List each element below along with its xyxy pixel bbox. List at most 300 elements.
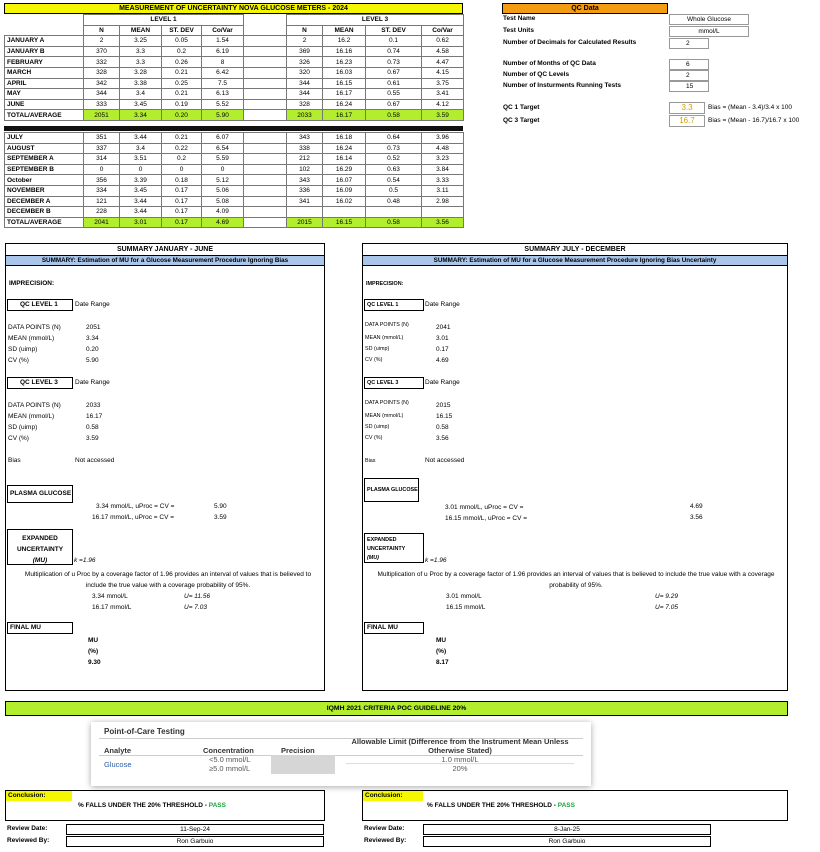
multiplication-text: Multiplication of u Proc by a coverage factor of 1.96 provides an interval of values that is believed to include the true value with a coverage probability of 95%. (24, 571, 312, 589)
test-units-label: Test Units (503, 27, 534, 34)
poc-criteria-card (91, 722, 591, 786)
level3-cell[interactable]: 3.33 (422, 175, 464, 186)
level1-cell[interactable]: 6.07 (202, 133, 244, 144)
bias-value: Not accessed (425, 457, 465, 464)
month-row (5, 133, 464, 144)
level1-cell[interactable]: 4.09 (202, 207, 244, 218)
level1-cell[interactable]: 2 (84, 36, 120, 47)
plasma-l1-value: 5.90 (214, 503, 227, 510)
level1-cell[interactable]: 332 (84, 57, 120, 68)
level3-cell[interactable]: 16.24 (323, 143, 366, 154)
level3-cell[interactable]: 16.17 (323, 89, 366, 100)
col-concentration: Concentration (203, 746, 254, 755)
level1-cell[interactable]: 334 (84, 185, 120, 196)
level3-cell[interactable]: 344 (287, 78, 323, 89)
row-label: SEPTEMBER B (5, 164, 84, 175)
level3-cell[interactable]: 3.84 (422, 164, 464, 175)
l1-mean-value: 3.34 (86, 335, 99, 342)
col-header: ST. DEV (162, 25, 202, 36)
row-label: SEPTEMBER A (5, 154, 84, 165)
level1-cell[interactable]: 5.12 (202, 175, 244, 186)
multiplication-text: Multiplication of u Proc by a coverage factor of 1.96 provides an interval of values that is believed to include the true value with a coverage probability of 95%. (377, 571, 775, 589)
level1-cell[interactable]: 0.26 (162, 57, 202, 68)
panel-subtitle: SUMMARY: Estimation of MU for a Glucose Measurement Procedure Ignoring Bias (6, 255, 324, 266)
level3-cell[interactable]: 16.03 (323, 67, 366, 78)
l3-mean-value: 16.17 (86, 413, 103, 420)
l1-dp-value: 2041 (436, 324, 451, 331)
review-date-field[interactable]: 8-Jan-25 (423, 824, 711, 835)
sd-label: SD (uimp) (365, 424, 390, 430)
level3-cell[interactable]: 326 (287, 57, 323, 68)
level3-cell[interactable]: 0.67 (366, 67, 422, 78)
level1-cell[interactable]: 5.06 (202, 185, 244, 196)
mu-pct: (%) (88, 648, 99, 655)
dp-label: DATA POINTS (N) (8, 402, 61, 409)
pass-badge: PASS (208, 802, 226, 809)
cv-label: CV (%) (8, 435, 29, 442)
level3-cell[interactable]: 0.64 (366, 133, 422, 144)
qc-level3-label: QC LEVEL 3 (364, 377, 424, 389)
level3-cell[interactable]: 0.63 (366, 164, 422, 175)
l1-sd-value: 0.20 (86, 346, 99, 353)
conclusion-text-main: % FALLS UNDER THE 20% THRESHOLD - (427, 802, 558, 809)
row-label: NOVEMBER (5, 185, 84, 196)
level3-cell[interactable]: 343 (287, 133, 323, 144)
level3-cell[interactable]: 0.48 (366, 196, 422, 207)
level3-cell[interactable]: 0.58 (366, 110, 422, 121)
level1-cell[interactable]: 3.45 (120, 99, 162, 110)
gap-cell (244, 46, 287, 57)
qc1-target-label: QC 1 Target (503, 104, 540, 111)
gap-cell (244, 143, 287, 154)
level1-cell[interactable]: 4.69 (202, 217, 244, 228)
month-row (5, 36, 464, 47)
level3-cell[interactable]: 344 (287, 89, 323, 100)
reviewed-by-label: Reviewed By: (364, 837, 407, 844)
u-l1-text: 3.01 mmol/L (446, 593, 482, 600)
row-label: MARCH (5, 67, 84, 78)
level1-cell[interactable]: 328 (84, 67, 120, 78)
allow-low: 1.0 mmol/L (441, 755, 479, 764)
level1-cell[interactable]: 0.2 (162, 154, 202, 165)
cv-label: CV (%) (365, 435, 383, 441)
level1-cell[interactable]: 0.19 (162, 99, 202, 110)
row-label: JUNE (5, 99, 84, 110)
level3-cell[interactable]: 16.2 (323, 36, 366, 47)
level3-cell[interactable]: 3.11 (422, 185, 464, 196)
row-label: JULY (5, 133, 84, 144)
final-mu-value: 8.17 (436, 659, 449, 666)
level1-cell[interactable]: 3.51 (120, 154, 162, 165)
level1-cell[interactable]: 0.21 (162, 67, 202, 78)
conclusion-text (78, 802, 226, 809)
level3-cell[interactable]: 0.67 (366, 99, 422, 110)
plasma-l3-value: 3.56 (690, 514, 703, 521)
gap-cell (244, 217, 287, 228)
cv-label: CV (%) (8, 357, 29, 364)
gap-cell (244, 154, 287, 165)
bias-label: Bias (365, 458, 376, 464)
level3-heading: LEVEL 3 (287, 15, 464, 26)
allow-divider (346, 763, 574, 764)
expanded-uncertainty-label (364, 533, 424, 563)
level3-cell[interactable]: 0.52 (366, 154, 422, 165)
month-row (5, 154, 464, 165)
mean-label: MEAN (mmol/L) (8, 413, 55, 420)
month-row (5, 99, 464, 110)
instruments-label: Number of Insturments Running Tests (503, 82, 621, 89)
level3-cell[interactable]: 3.41 (422, 89, 464, 100)
month-row (5, 89, 464, 100)
qc-level3-label: QC LEVEL 3 (7, 377, 73, 389)
level1-cell[interactable]: 1.54 (202, 36, 244, 47)
row-label: MAY (5, 89, 84, 100)
level3-cell[interactable]: 369 (287, 46, 323, 57)
level1-cell[interactable]: 3.3 (120, 57, 162, 68)
qc3-bias-formula: Bias = (Mean - 16.7)/16.7 x 100 (708, 117, 800, 124)
level1-cell[interactable]: 0 (120, 164, 162, 175)
level3-cell[interactable]: 3.75 (422, 78, 464, 89)
level3-cell[interactable]: 4.47 (422, 57, 464, 68)
month-row (5, 207, 464, 218)
test-units-field[interactable]: mmol/L (669, 26, 749, 37)
row-label: FEBRUARY (5, 57, 84, 68)
level3-cell[interactable]: 4.12 (422, 99, 464, 110)
level1-cell[interactable]: 3.39 (120, 175, 162, 186)
plasma-l3-text: 16.15 mmol/L, uProc = CV = (445, 515, 528, 522)
gap-cell (244, 207, 287, 218)
level1-cell[interactable]: 2041 (84, 217, 120, 228)
level3-cell[interactable]: 3.96 (422, 133, 464, 144)
level1-cell[interactable]: 5.08 (202, 196, 244, 207)
level3-cell[interactable]: 338 (287, 143, 323, 154)
level3-cell[interactable]: 3.56 (422, 217, 464, 228)
level3-cell[interactable]: 4.48 (422, 143, 464, 154)
u-l1-text: 3.34 mmol/L (92, 593, 128, 600)
level1-cell[interactable]: 344 (84, 89, 120, 100)
level3-cell[interactable]: 2 (287, 36, 323, 47)
level3-cell[interactable]: 3.23 (422, 154, 464, 165)
months-label: Number of Months of QC Data (503, 60, 596, 67)
panel-title: SUMMARY JULY - DECEMBER (524, 246, 626, 253)
col-header: Co/Var (202, 25, 244, 36)
col-header: ST. DEV (366, 25, 422, 36)
sd-label: SD (uimp) (8, 424, 38, 431)
review-date-field[interactable]: 11-Sep-24 (66, 824, 324, 835)
levels-label: Number of QC Levels (503, 71, 570, 78)
plasma-l1-value: 4.69 (690, 503, 703, 510)
level1-cell[interactable]: 314 (84, 154, 120, 165)
row-label: TOTAL/AVERAGE (5, 217, 84, 228)
plasma-l1-text: 3.34 mmol/L, uProc = CV = (96, 503, 175, 510)
section-divider (4, 126, 463, 131)
total-row (5, 217, 464, 228)
report-title: MEASUREMENT OF UNCERTAINTY NOVA GLUCOSE METERS - 2024 (4, 3, 463, 14)
plasma-glucose-label: PLASMA GLUCOSE (7, 485, 73, 503)
level1-cell[interactable]: 333 (84, 99, 120, 110)
reviewed-by-label: Reviewed By: (7, 837, 50, 844)
level1-cell[interactable]: 0 (84, 164, 120, 175)
col-header: Co/Var (422, 25, 464, 36)
decimals-field[interactable]: 2 (669, 38, 709, 49)
row-label: AUGUST (5, 143, 84, 154)
level1-cell[interactable]: 3.44 (120, 207, 162, 218)
u-l1-value: U= 9.29 (655, 593, 678, 600)
level1-cell[interactable]: 3.45 (120, 185, 162, 196)
l1-mean-value: 3.01 (436, 335, 449, 342)
level3-cell[interactable]: 212 (287, 154, 323, 165)
summary-panel-right (362, 243, 788, 691)
level3-cell[interactable]: 16.18 (323, 133, 366, 144)
level3-cell[interactable]: 16.14 (323, 154, 366, 165)
level1-heading: LEVEL 1 (84, 15, 244, 26)
level3-cell[interactable] (366, 207, 422, 218)
qc-data-title: QC Data (502, 3, 668, 14)
level3-cell[interactable]: 328 (287, 99, 323, 110)
level1-cell[interactable]: 3.44 (120, 196, 162, 207)
level1-cell[interactable]: 6.19 (202, 46, 244, 57)
conc-high: ≥5.0 mmol/L (209, 764, 251, 773)
panel-subtitle: SUMMARY: Estimation of MU for a Glucose Measurement Procedure Ignoring Bias Uncertainty (363, 255, 787, 266)
level1-cell[interactable]: 6.13 (202, 89, 244, 100)
level1-cell[interactable]: 0.22 (162, 143, 202, 154)
month-row (5, 185, 464, 196)
level3-cell[interactable]: 16.29 (323, 164, 366, 175)
row-label: DECEMBER A (5, 196, 84, 207)
review-date-label: Review Date: (7, 825, 48, 832)
summary-panel-left (5, 243, 325, 691)
expanded-text: EXPANDED UNCERTAINTY (367, 537, 406, 552)
l1-dp-value: 2051 (86, 324, 101, 331)
level3-cell[interactable]: 2015 (287, 217, 323, 228)
level3-cell[interactable]: 3.59 (422, 110, 464, 121)
mu-heading: MU (436, 637, 447, 644)
col-analyte: Analyte (104, 746, 132, 755)
u-l3-text: 16.17 mmol/L (92, 604, 132, 611)
col-allowable: Allowable Limit (Difference from the Instrument Mean Unless Otherwise Stated) (351, 737, 569, 755)
level1-cell[interactable]: 0.21 (162, 89, 202, 100)
analyte-glucose: Glucose (104, 760, 132, 769)
gap-cell (244, 196, 287, 207)
month-row (5, 164, 464, 175)
level1-cell[interactable]: 3.01 (120, 217, 162, 228)
level1-cell[interactable]: 5.52 (202, 99, 244, 110)
level3-cell[interactable]: 0.54 (366, 175, 422, 186)
level1-cell[interactable]: 3.4 (120, 89, 162, 100)
level1-cell[interactable]: 0.2 (162, 46, 202, 57)
u-l3-value: U= 7.05 (655, 604, 678, 611)
expanded-text: EXPANDED UNCERTAINTY (16, 535, 64, 553)
level3-cell[interactable]: 0.74 (366, 46, 422, 57)
reviewed-by-field[interactable]: Ron Garbuio (66, 836, 324, 847)
test-name-label: Test Name (503, 15, 536, 22)
level3-cell[interactable]: 320 (287, 67, 323, 78)
plasma-l3-text: 16.17 mmol/L, uProc = CV = (92, 514, 175, 521)
level1-cell[interactable]: 0.20 (162, 110, 202, 121)
level3-cell[interactable]: 0.61 (366, 78, 422, 89)
level1-cell[interactable]: 351 (84, 133, 120, 144)
level3-cell[interactable]: 16.09 (323, 185, 366, 196)
dp-label: DATA POINTS (N) (365, 322, 409, 328)
mu-tag: (MU) (32, 557, 48, 564)
conclusion-left (5, 790, 325, 821)
mu-heading: MU (88, 637, 99, 644)
level1-cell[interactable]: 0.17 (162, 217, 202, 228)
col-header: N (287, 25, 323, 36)
qc-level1-label: QC LEVEL 1 (364, 299, 424, 311)
level1-cell[interactable]: 121 (84, 196, 120, 207)
level1-cell[interactable]: 370 (84, 46, 120, 57)
gap-cell (244, 99, 287, 110)
date-range-label: Date Range (75, 301, 110, 308)
level1-cell[interactable]: 356 (84, 175, 120, 186)
level3-cell[interactable]: 102 (287, 164, 323, 175)
u-l1-value: U= 11.56 (184, 593, 211, 600)
row-label: TOTAL/AVERAGE (5, 110, 84, 121)
level1-cell[interactable]: 7.5 (202, 78, 244, 89)
months-field[interactable]: 6 (669, 59, 709, 70)
level1-cell[interactable]: 2051 (84, 110, 120, 121)
level3-cell[interactable]: 16.15 (323, 78, 366, 89)
level1-cell[interactable]: 3.44 (120, 133, 162, 144)
test-name-field[interactable]: Whole Glucose (669, 14, 749, 25)
l1-sd-value: 0.17 (436, 346, 449, 353)
level1-cell[interactable]: 0.21 (162, 133, 202, 144)
level1-cell[interactable]: 3.25 (120, 36, 162, 47)
cv-label: CV (%) (365, 357, 383, 363)
conclusion-right (362, 790, 788, 821)
level3-cell[interactable]: 16.07 (323, 175, 366, 186)
level3-cell[interactable]: 0.1 (366, 36, 422, 47)
level3-cell[interactable]: 0.55 (366, 89, 422, 100)
mean-label: MEAN (mmol/L) (365, 335, 404, 341)
header-row (5, 25, 464, 36)
row-label: DECEMBER B (5, 207, 84, 218)
qc-level1-label: QC LEVEL 1 (7, 299, 73, 311)
gap-cell (244, 175, 287, 186)
level3-cell[interactable]: 0.73 (366, 57, 422, 68)
k-factor: k =1.96 (74, 557, 96, 564)
level3-cell[interactable] (422, 207, 464, 218)
plasma-l1-text: 3.01 mmol/L, uProc = CV = (445, 504, 524, 511)
level3-cell[interactable]: 341 (287, 196, 323, 207)
col-header: MEAN (120, 25, 162, 36)
level3-cell[interactable]: 4.58 (422, 46, 464, 57)
gap-cell (244, 78, 287, 89)
level1-cell[interactable]: 0.18 (162, 175, 202, 186)
level3-cell[interactable]: 16.23 (323, 57, 366, 68)
level1-cell[interactable]: 3.34 (120, 110, 162, 121)
level3-cell[interactable]: 2.98 (422, 196, 464, 207)
level3-cell[interactable] (323, 207, 366, 218)
level1-cell[interactable]: 8 (202, 57, 244, 68)
qc3-target-field[interactable]: 16.7 (669, 115, 705, 127)
level1-cell[interactable]: 3.38 (120, 78, 162, 89)
level1-cell[interactable]: 0.17 (162, 196, 202, 207)
level3-cell[interactable]: 16.17 (323, 110, 366, 121)
l3-cv-value: 3.59 (86, 435, 99, 442)
level1-cell[interactable]: 3.28 (120, 67, 162, 78)
row-label: JANUARY A (5, 36, 84, 47)
levels-field[interactable]: 2 (669, 70, 709, 81)
u-l3-text: 16.15 mmol/L (446, 604, 486, 611)
gap-cell (244, 67, 287, 78)
col-precision: Precision (281, 746, 315, 755)
month-row (5, 46, 464, 57)
level1-cell[interactable]: 0.05 (162, 36, 202, 47)
qc1-bias-formula: Bias = (Mean - 3.4)/3.4 x 100 (708, 104, 793, 111)
level1-cell[interactable]: 3.3 (120, 46, 162, 57)
level3-cell[interactable]: 0.73 (366, 143, 422, 154)
month-row (5, 175, 464, 186)
level1-cell[interactable]: 228 (84, 207, 120, 218)
row-label: APRIL (5, 78, 84, 89)
level3-cell[interactable]: 16.24 (323, 99, 366, 110)
decimals-label: Number of Decimals for Calculated Results (503, 39, 637, 46)
conc-low: <5.0 mmol/L (209, 755, 251, 764)
level1-cell[interactable]: 0.25 (162, 78, 202, 89)
level3-cell[interactable]: 343 (287, 175, 323, 186)
l3-dp-value: 2033 (86, 402, 101, 409)
level1-cell[interactable]: 0 (162, 164, 202, 175)
plasma-glucose-label: PLASMA GLUCOSE (364, 478, 419, 502)
level1-cell[interactable]: 0 (202, 164, 244, 175)
level1-cell[interactable]: 5.90 (202, 110, 244, 121)
level1-cell[interactable]: 342 (84, 78, 120, 89)
plasma-l3-value: 3.59 (214, 514, 227, 521)
level1-cell[interactable]: 337 (84, 143, 120, 154)
level3-cell[interactable] (287, 207, 323, 218)
level1-cell[interactable]: 6.42 (202, 67, 244, 78)
conclusion-text (427, 802, 575, 809)
level1-cell[interactable]: 0.17 (162, 207, 202, 218)
poc-title: Point-of-Care Testing (104, 727, 185, 736)
level3-cell[interactable]: 16.15 (323, 217, 366, 228)
level3-cell[interactable]: 0.5 (366, 185, 422, 196)
conclusion-label: Conclusion: (6, 791, 72, 801)
reviewed-by-field[interactable]: Ron Garbuio (423, 836, 711, 847)
row-label: JANUARY B (5, 46, 84, 57)
level3-cell[interactable]: 0.58 (366, 217, 422, 228)
level3-cell[interactable]: 2033 (287, 110, 323, 121)
qc3-target-label: QC 3 Target (503, 117, 540, 124)
level3-cell[interactable]: 336 (287, 185, 323, 196)
level3-cell[interactable]: 0.62 (422, 36, 464, 47)
qc1-target-field[interactable]: 3.3 (669, 102, 705, 114)
k-factor: k =1.96 (425, 557, 447, 564)
l1-cv-value: 4.69 (436, 357, 449, 364)
dp-label: DATA POINTS (N) (8, 324, 61, 331)
col-header: MEAN (323, 25, 366, 36)
gap-cell (244, 110, 287, 121)
level3-cell[interactable]: 4.15 (422, 67, 464, 78)
level3-cell[interactable]: 16.02 (323, 196, 366, 207)
mu-tag: (MU) (367, 555, 379, 561)
level1-cell[interactable]: 5.59 (202, 154, 244, 165)
month-row (5, 196, 464, 207)
level1-cell[interactable]: 0.17 (162, 185, 202, 196)
level3-cell[interactable]: 16.16 (323, 46, 366, 57)
monthly-table-h2 (4, 132, 464, 228)
gap-cell (244, 57, 287, 68)
u-l3-value: U= 7.03 (184, 604, 207, 611)
level1-cell[interactable]: 3.4 (120, 143, 162, 154)
level1-cell[interactable]: 6.54 (202, 143, 244, 154)
bias-label: Bias (8, 457, 21, 464)
instruments-field[interactable]: 15 (669, 81, 709, 92)
month-row (5, 57, 464, 68)
date-range-label: Date Range (425, 301, 460, 308)
